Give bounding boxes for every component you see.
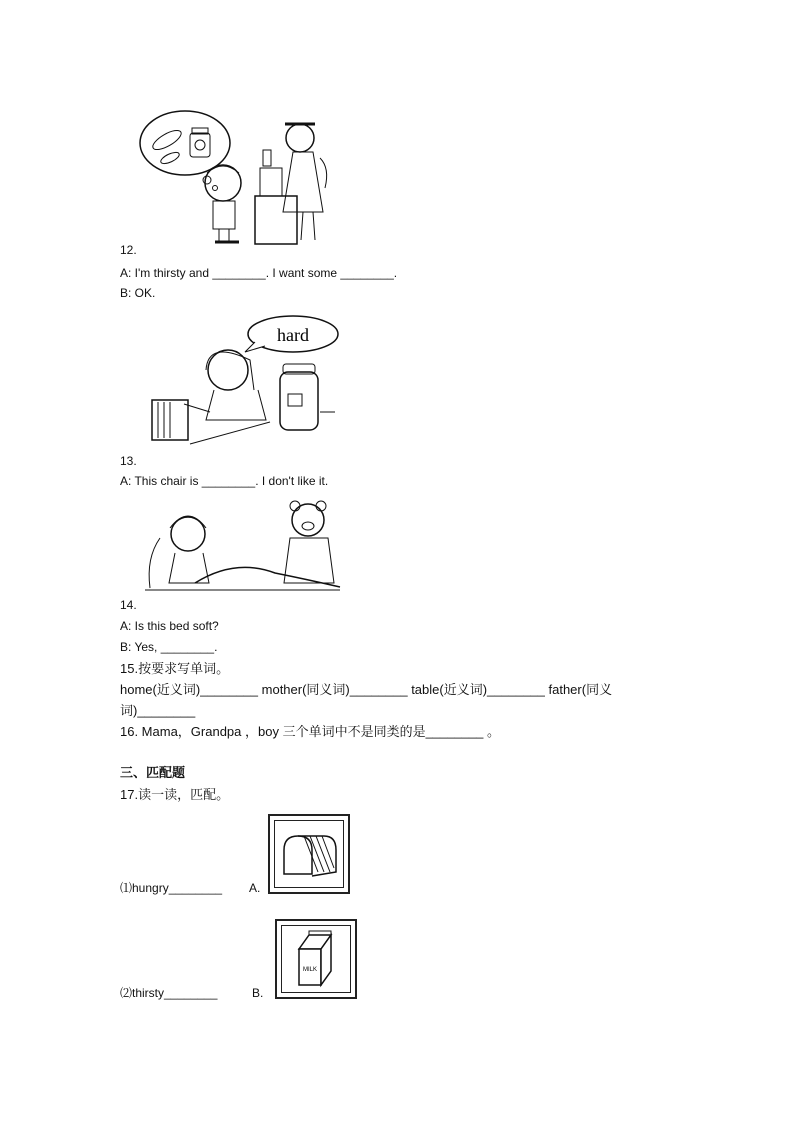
q12-line-a: A: I'm thirsty and ________. I want some ________. <box>120 266 398 280</box>
q14-illustration <box>140 498 345 593</box>
q12-illustration <box>135 108 345 248</box>
q12-line-b: B: OK. <box>120 286 156 300</box>
q17-option-a: A. <box>249 881 261 895</box>
q14-number: 14. <box>120 598 137 612</box>
section-3-title: 三、匹配题 <box>120 765 186 780</box>
q13-number: 13. <box>120 454 137 468</box>
q15-line-2: 词)________ <box>120 703 196 718</box>
q12-number: 12. <box>120 243 137 257</box>
q16-text: 16. Mama，Grandpa ，boy 三个单词中不是同类的是________ 。 <box>120 724 501 739</box>
q13-bubble-text: hard <box>277 325 309 345</box>
q15-title: 15.按要求写单词。 <box>120 661 230 676</box>
q13-illustration <box>140 312 340 450</box>
milk-carton-label: MILK <box>302 967 318 973</box>
milk-carton-icon <box>291 929 343 991</box>
q17-item-2: ⑵thirsty________ <box>120 986 218 1000</box>
bread-icon <box>280 828 338 880</box>
q17-title: 17.读一读，匹配。 <box>120 787 230 802</box>
q14-line-b: B: Yes, ________. <box>120 640 218 654</box>
q15-line-1: home(近义词)________ mother(同义词)________ table(近义词)________ father(同义 <box>120 682 613 697</box>
q17-item-1: ⑴hungry________ <box>120 881 223 895</box>
q13-line-a: A: This chair is ________. I don't like it. <box>120 474 329 488</box>
milk-picture <box>275 919 357 999</box>
q14-line-a: A: Is this bed soft? <box>120 619 219 633</box>
bread-picture <box>268 814 350 894</box>
q17-option-b: B. <box>252 986 264 1000</box>
